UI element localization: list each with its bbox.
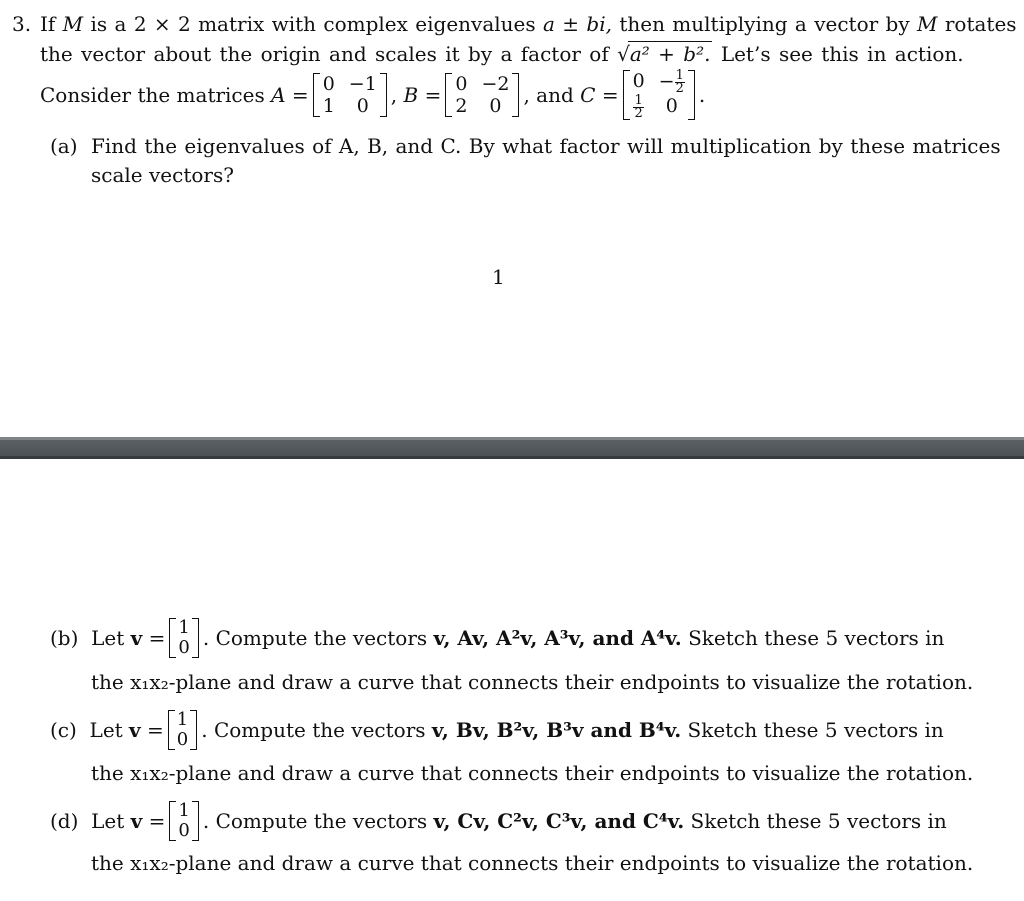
matrix-C-name: C bbox=[580, 83, 596, 107]
page-divider bbox=[0, 437, 1024, 459]
part-b-line-1: (b) Let v = 1 0 . Compute the vectors v, Av, A²v, A³v, and A⁴v. Sketch these 5 vectors in bbox=[50, 617, 945, 658]
matrix-C: 0 − $\frac{1}{2}$ $\frac{1}{2}$ 0 bbox=[623, 70, 695, 120]
part-c-line-1: (c) Let v = 1 0 . Compute the vectors v, Bv, B²v, B³v and B⁴v. Sketch these 5 vectors in bbox=[50, 709, 944, 750]
page-number: 1 bbox=[492, 265, 505, 289]
matrix-B-name: B bbox=[403, 83, 419, 107]
matrix-B: 0 −2 2 0 bbox=[445, 73, 519, 117]
vector-v-b: 1 0 bbox=[169, 618, 198, 658]
part-d-line-1: (d) Let v = 1 0 . Compute the vectors v, Cv, C²v, C³v, and C⁴v. Sketch these 5 vectors in bbox=[50, 800, 947, 841]
part-c-line-2: the x₁x₂-plane and draw a curve that connects their endpoints to visualize the rotation. bbox=[91, 761, 974, 785]
part-a-label: (a) bbox=[50, 134, 78, 158]
part-a-line-2: scale vectors? bbox=[91, 163, 234, 187]
vector-v-d: 1 0 bbox=[169, 801, 198, 841]
part-a-line-1: Find the eigenvalues of A, B, and C. By what factor will multiplication by these matrices bbox=[91, 134, 1001, 158]
part-d-line-2: the x₁x₂-plane and draw a curve that connects their endpoints to visualize the rotation. bbox=[91, 851, 974, 875]
problem-line-1: If M is a 2 × 2 matrix with complex eigenvalues a ± bi, then multiplying a vector by M rotates bbox=[40, 12, 1017, 36]
sqrt-expression: a² + b². bbox=[629, 42, 711, 66]
matrix-A: 0 −1 1 0 bbox=[313, 73, 387, 117]
vector-v-c: 1 0 bbox=[168, 710, 197, 750]
matrices-line: Consider the matrices A = 0 −1 1 0 , B = 0 −2 2 0 , and C = 0 − $\frac{1}{2}$ $\frac{1}{2}$ 0 . bbox=[40, 68, 706, 121]
matrix-A-name: A bbox=[271, 83, 286, 107]
problem-number: 3. bbox=[12, 12, 32, 36]
problem-line-2: the vector about the origin and scales it by a factor of √a² + b². Let’s see this in action. bbox=[40, 42, 964, 66]
part-b-line-2: the x₁x₂-plane and draw a curve that connects their endpoints to visualize the rotation. bbox=[91, 670, 974, 694]
